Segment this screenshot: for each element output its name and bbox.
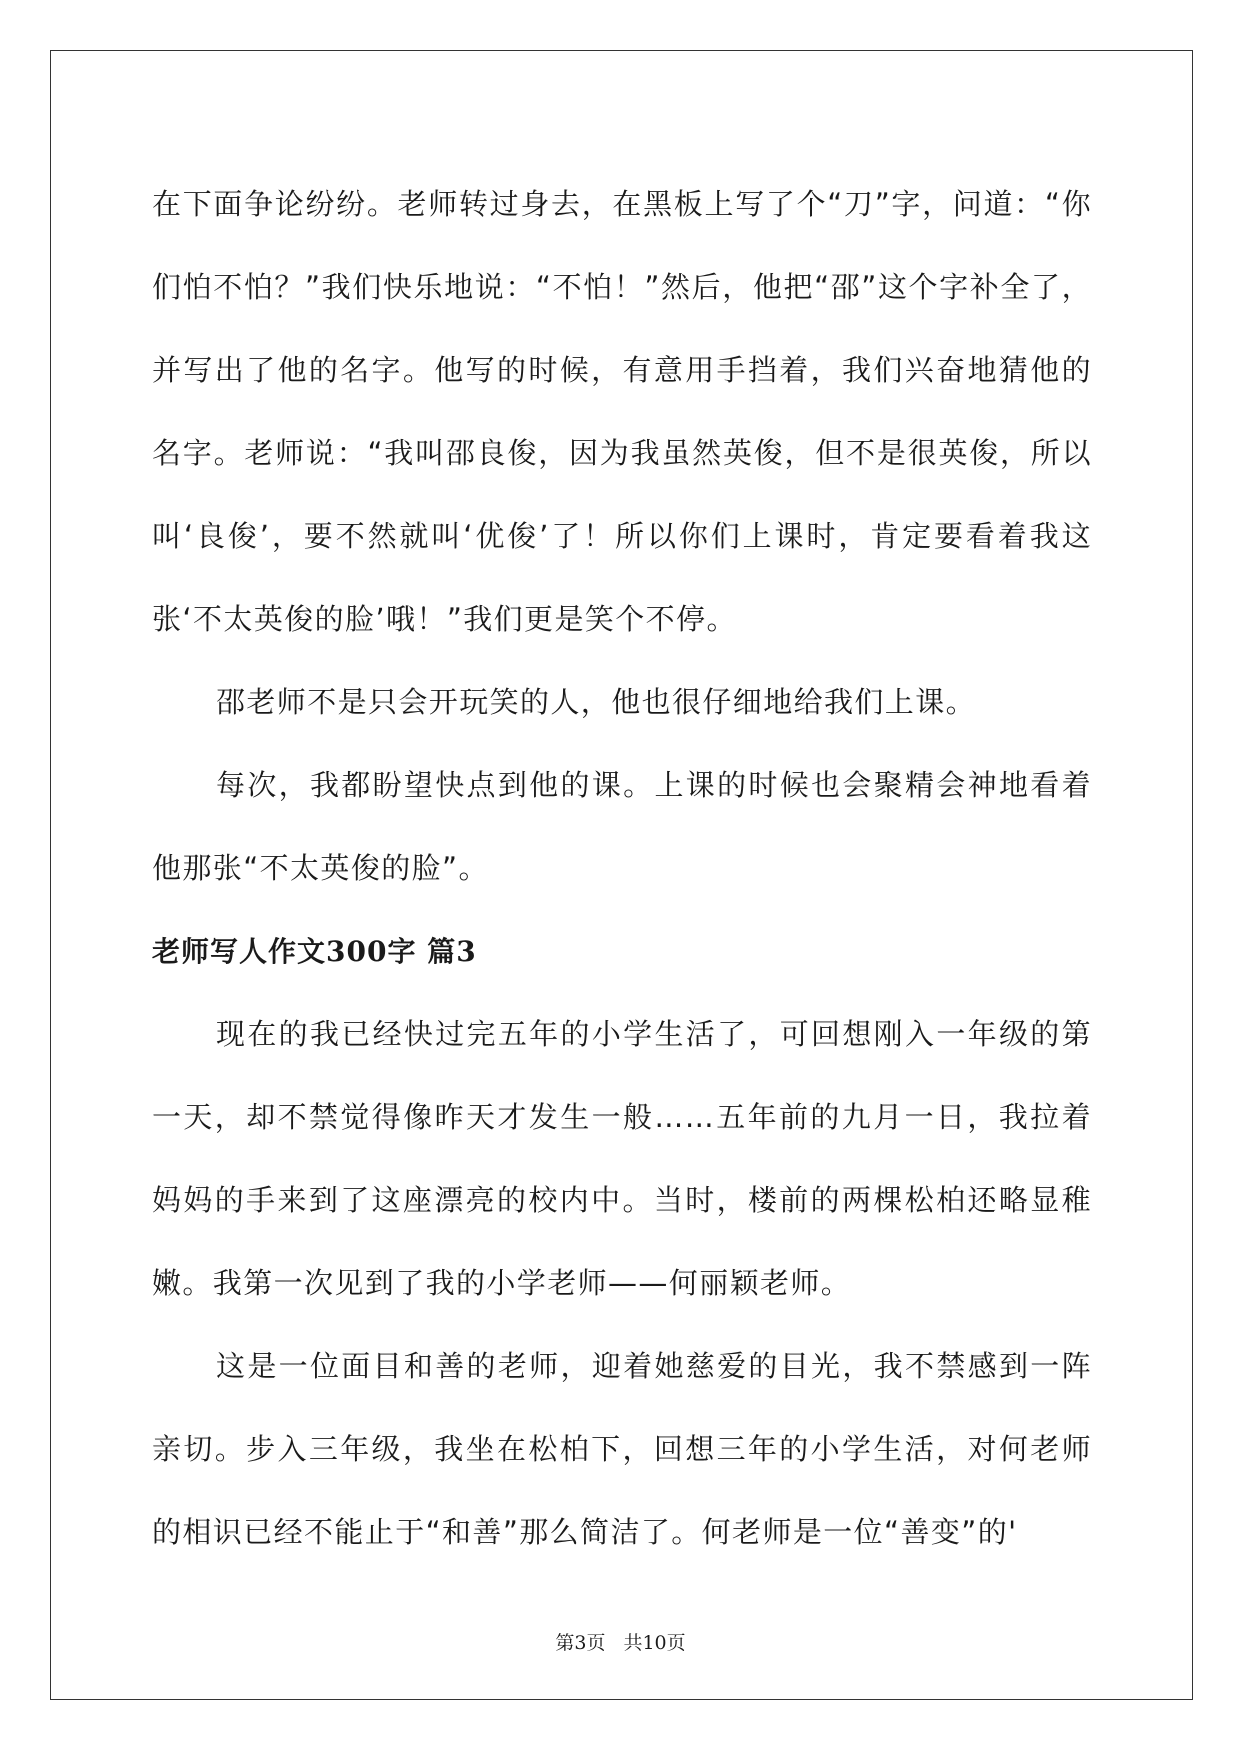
paragraph: 现在的我已经快过完五年的小学生活了，可回想刚入一年级的第一天，却不禁觉得像昨天才发生一般……五年前的九月一日，我拉着妈妈的手来到了这座漂亮的校内中。当时，楼前的两棵松柏还略显稚嫩。我第一次见到了我的小学老师——何丽颖老师。 — [152, 1017, 1092, 1300]
paragraph: 在下面争论纷纷。老师转过身去，在黑板上写了个“刀”字，问道：“你们怕不怕？”我们快乐地说：“不怕！”然后，他把“邵”这个字补全了，并写出了他的名字。他写的时候，有意用手挡着，我们兴奋地猜他的名字。老师说：“我叫邵良俊，因为我虽然英俊，但不是很英俊，所以叫‘良俊’，要不然就叫‘优俊’了！所以你们上课时，肯定要看着我这张‘不太英俊的脸’哦！”我们更是笑个不停。 — [152, 187, 1092, 636]
page-number: 第3页 — [555, 1632, 606, 1654]
paragraph: 邵老师不是只会开玩笑的人，他也很仔细地给我们上课。 — [216, 685, 977, 719]
page-total: 共10页 — [623, 1632, 686, 1654]
paragraph: 每次，我都盼望快点到他的课。上课的时候也会聚精会神地看着他那张“不太英俊的脸”。 — [152, 768, 1092, 885]
document-body — [152, 163, 1092, 1574]
section-heading: 老师写人作文300字 篇3 — [152, 935, 477, 968]
paragraph: 这是一位面目和善的老师，迎着她慈爱的目光，我不禁感到一阵亲切。步入三年级，我坐在松柏下，回想三年的小学生活，对何老师的相识已经不能止于“和善”那么简洁了。何老师是一位“善变”的' — [152, 1349, 1092, 1549]
page-footer — [0, 1628, 1241, 1655]
